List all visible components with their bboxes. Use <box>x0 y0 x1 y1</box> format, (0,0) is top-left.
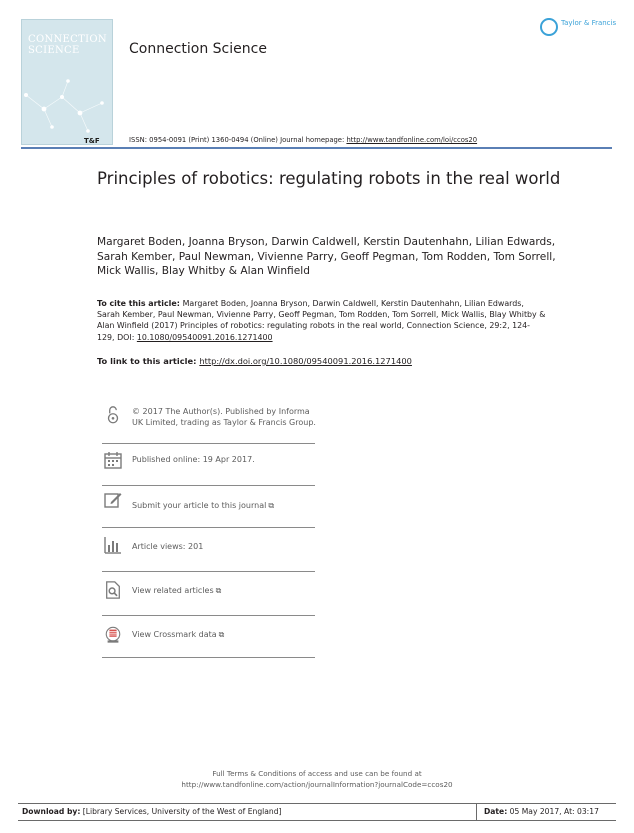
info-row-published <box>102 444 315 486</box>
header-divider <box>21 147 612 149</box>
edit-icon <box>104 491 122 509</box>
downloaded-value: [Library Services, University of the West of England] <box>80 807 282 816</box>
terms-note <box>0 768 634 790</box>
submit-article-text: Submit your article to this journal <box>132 501 267 510</box>
downloaded-by <box>22 807 282 816</box>
cover-title-line1: CONNECTION <box>28 34 107 45</box>
article-views: Article views: 201 <box>132 542 204 551</box>
cover-publisher-logo: T&F <box>84 137 100 145</box>
license-text: © 2017 The Author(s). Published by Informa UK Limited, trading as Taylor & Francis Group. <box>132 407 316 427</box>
calendar-icon <box>104 451 122 469</box>
article-info-list <box>102 404 315 658</box>
cover-network-graphic <box>22 75 113 135</box>
cite-doi-link[interactable]: 10.1080/09540091.2016.1271400 <box>136 332 273 342</box>
open-access-icon <box>104 406 122 424</box>
footer-separator <box>476 804 477 820</box>
terms-line1: Full Terms & Conditions of access and use can be found at <box>212 769 422 778</box>
info-row-crossmark[interactable] <box>102 616 315 658</box>
download-date <box>484 807 599 816</box>
link-label: To link to this article: <box>97 356 200 366</box>
publisher-logo-text: Taylor & Francis <box>561 19 617 27</box>
journal-cover-thumbnail[interactable] <box>21 19 113 145</box>
article-doi-link[interactable]: http://dx.doi.org/10.1080/09540091.2016.1271400 <box>199 356 412 366</box>
info-row-related[interactable] <box>102 572 315 616</box>
issn-line <box>129 136 477 144</box>
external-link-icon: ⧉ <box>268 501 275 510</box>
crossmark-text: View Crossmark data <box>132 630 217 639</box>
external-link-icon: ⧉ <box>218 630 225 639</box>
issn-text: ISSN: 0954-0091 (Print) 1360-0494 (Online) Journal homepage: <box>129 136 347 144</box>
external-link-icon: ⧉ <box>215 586 222 595</box>
article-title: Principles of robotics: regulating robots in the real world <box>97 169 561 188</box>
crossmark-link[interactable] <box>132 630 317 641</box>
date-label: Date: <box>484 807 508 816</box>
info-row-license <box>102 404 315 444</box>
published-date: Published online: 19 Apr 2017. <box>132 455 255 464</box>
crossmark-icon <box>104 626 122 644</box>
publisher-logo[interactable] <box>540 18 616 38</box>
related-articles-link[interactable] <box>132 586 317 597</box>
cite-label: To cite this article: <box>97 299 183 308</box>
search-document-icon <box>104 581 122 599</box>
submit-article-link[interactable] <box>132 501 317 512</box>
journal-name: Connection Science <box>129 41 267 57</box>
cover-title <box>28 34 108 56</box>
cover-title-line2: SCIENCE <box>28 45 80 56</box>
download-info-bar <box>18 803 616 821</box>
bar-chart-icon <box>104 536 122 554</box>
terms-link[interactable]: http://www.tandfonline.com/action/journalInformation?journalCode=ccos20 <box>181 780 453 789</box>
info-row-submit[interactable] <box>102 486 315 528</box>
article-authors: Margaret Boden, Joanna Bryson, Darwin Caldwell, Kerstin Dautenhahn, Lilian Edwards, Sarah Kember, Paul Newman, Vivienne Parry, Geoff Pegman, Tom Rodden, Tom Sorrell, Mick Wallis, Blay Whitby & Alan Winfield <box>97 236 556 278</box>
downloaded-label: Download by: <box>22 807 81 816</box>
info-row-views <box>102 528 315 572</box>
journal-homepage-link[interactable]: http://www.tandfonline.com/loi/ccos20 <box>346 136 478 144</box>
date-value: 05 May 2017, At: 03:17 <box>507 807 599 816</box>
publisher-logo-icon <box>540 18 558 36</box>
article-link-line <box>97 356 412 366</box>
citation-block <box>97 298 547 343</box>
related-articles-text: View related articles <box>132 586 214 595</box>
cite-text: Margaret Boden, Joanna Bryson, Darwin Caldwell, Kerstin Dautenhahn, Lilian Edwards, Sarah Kember, Paul Newman, Vivienne Parry, Geoff Pegman, Tom Rodden, Tom Sorrell, Mick Wallis, Blay Whitby & Alan Winfield (2017) Principles of robotics: regulating robots in the real world, Connection Science, 29:2, 124-129, DOI: <box>97 299 546 342</box>
